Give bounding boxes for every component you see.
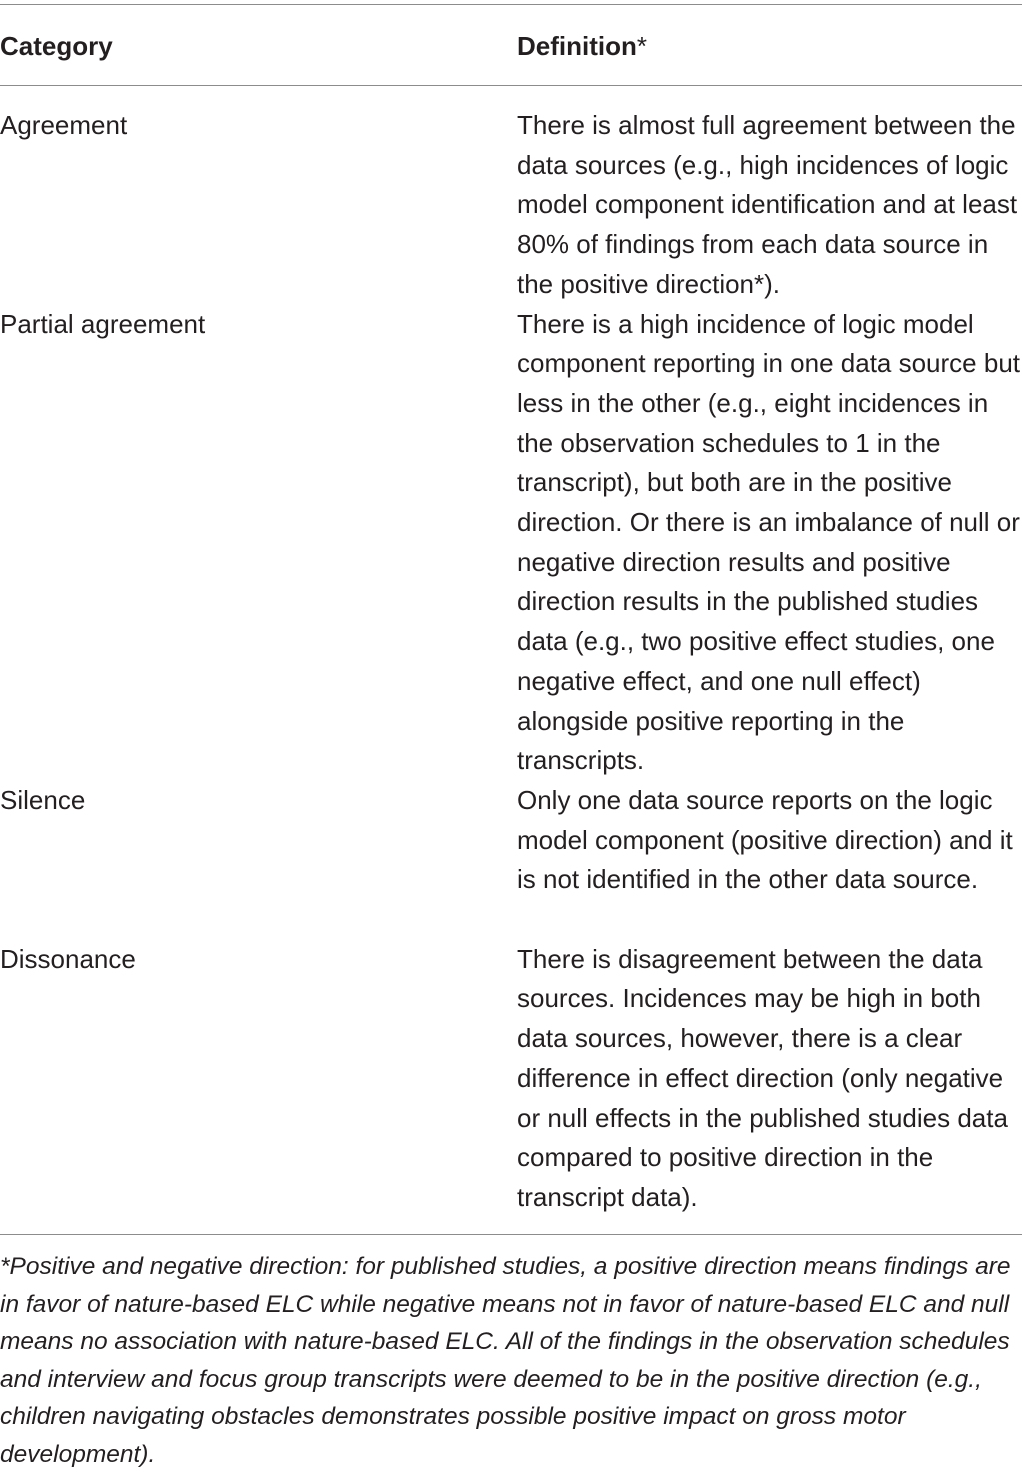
table-footnote: *Positive and negative direction: for published studies, a positive direction means findings are in favor of nature-based ELC while negative means not in favor of nature-based ELC and null means no association with nature-based ELC. All of the findings in the observation schedules and interview and focus group transcripts were deemed to be in the positive direction (e.g., children navigating obstacles demonstrates possible positive impact on gross motor development). [0, 1253, 1011, 1468]
header-definition: Definition* [517, 31, 647, 61]
row-definition-dissonance: There is disagreement between the data sources. Incidences may be high in both data sources, however, there is a clear difference in effect direction (only negative or null effects in the published studies data compared to positive direction in the transcript data). [517, 943, 1008, 1212]
row-definition-partial-agreement: There is a high incidence of logic model component reporting in one data source but less in the other (e.g., eight incidences in the observation schedules to 1 in the transcript), but both are in the positive direction. Or there is an imbalance of null or negative direction results and positive direction results in the published studies data (e.g., two positive effect studies, one negative effect, and one null effect) alongside positive reporting in the transcripts. [517, 308, 1021, 776]
definition-footnote-mark: * [636, 31, 647, 61]
header-rule [0, 85, 1022, 86]
row-definition-silence: Only one data source reports on the logic model component (positive direction) and it is not identified in the other data source. [517, 784, 1013, 895]
row-category-agreement: Agreement [0, 110, 128, 140]
row-definition-agreement: There is almost full agreement between the data sources (e.g., high incidences of logic model component identification and at least 80% of findings from each data source in the positive direction*). [517, 110, 1018, 299]
table-top-rule [0, 4, 1022, 5]
header-category: Category [0, 31, 113, 61]
table-bottom-rule [0, 1234, 1022, 1235]
row-category-partial-agreement: Partial agreement [0, 308, 206, 339]
row-category-silence: Silence [0, 784, 86, 815]
row-category-dissonance: Dissonance [0, 943, 136, 974]
